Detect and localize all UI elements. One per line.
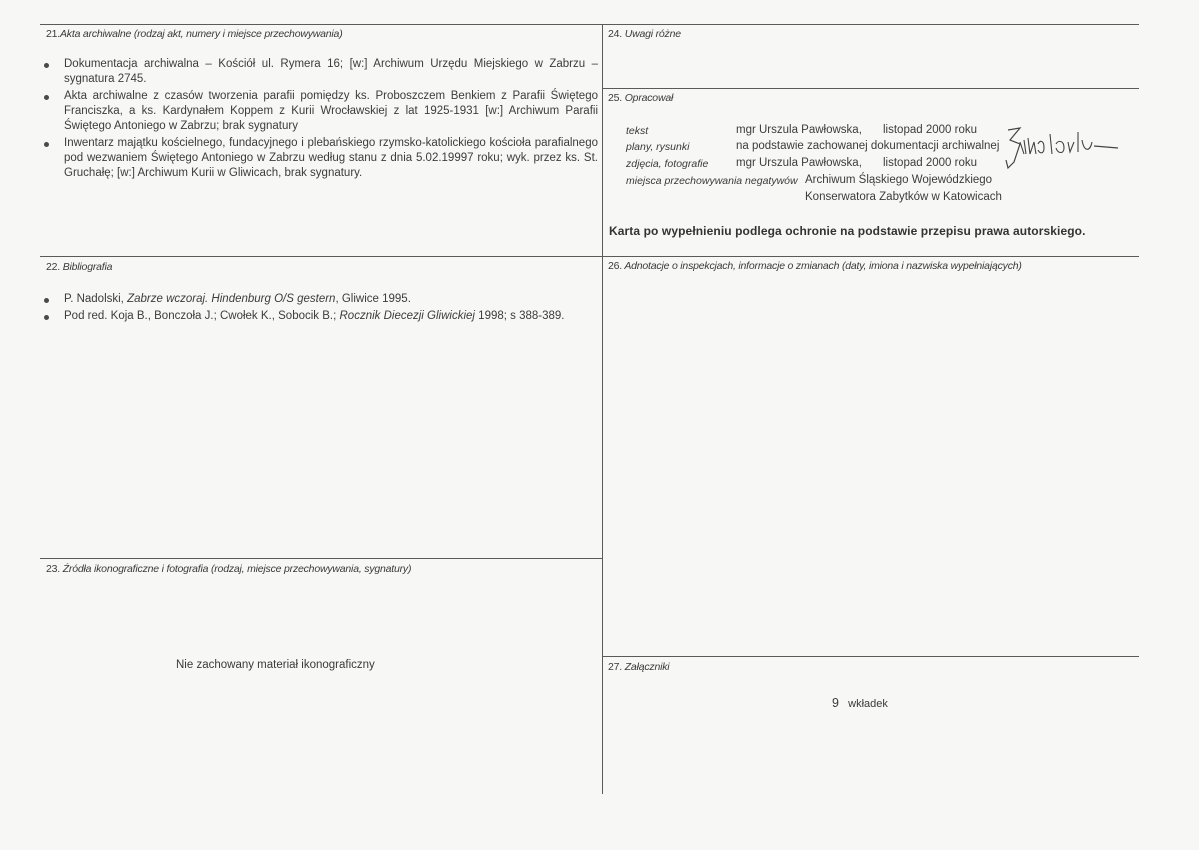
section-25-label [608,92,673,104]
section-21-title: Akta archiwalne (rodzaj akt, numery i miejsce przechowywania) [60,28,343,40]
rule-26-27 [602,656,1139,657]
bullet-icon [44,63,49,68]
handwritten-signature [1000,122,1120,172]
bullet-icon [44,298,49,303]
top-rule [40,24,1139,25]
plans-value: na podstawie zachowanej dokumentacji archiwalnej [736,140,1000,152]
section-21-label [46,28,343,40]
section-26-label [608,260,1022,272]
section-22-title: Bibliografia [62,261,113,273]
section-22-label [46,261,112,273]
photos-name: mgr Urszula Pawłowska, [736,157,862,169]
bib-1-post: , Gliwice 1995. [335,293,411,305]
section-24-number: 24. [608,28,622,40]
negatives-row [626,175,798,187]
section-21-list [40,57,598,183]
list-item [40,309,598,324]
plans-row [626,141,689,153]
section-25-number: 25. [608,92,622,104]
section-23-label [46,563,411,575]
bib-2-title: Rocznik Diecezji Gliwickiej [339,310,475,322]
section-26-number: 26. [608,260,622,272]
list-item [40,292,598,307]
photos-row [626,158,708,170]
section-22-list [40,292,598,326]
section-27-title: Załączniki [624,661,670,673]
list-item [40,89,598,134]
list-item [40,136,598,181]
photos-key: zdjęcia, fotografie [626,158,709,170]
section-23-content: Nie zachowany materiał ikonograficzny [176,659,375,671]
negatives-value-2: Konserwatora Zabytków w Katowicach [805,191,1002,203]
section-25-title: Opracował [624,92,674,104]
rule-22-23 [40,558,602,559]
photos-date: listopad 2000 roku [883,157,977,169]
bullet-icon [44,95,49,100]
plans-key: plany, rysunki [626,141,690,153]
archive-entry-2: Akta archiwalne z czasów tworzenia parafii pomiędzy ks. Proboszczem Benkiem z Parafii Świętego Franciszka, a ks. Kardynałem Koppem z Kurii Wrocławskiej z lat 1925-1931 [w:] Archiwum Parafii Świętego Antoniego w Zabrzu; brak sygnatury [64,90,598,132]
bib-1-title: Zabrze wczoraj. Hindenburg O/S gestern [127,293,336,305]
copyright-note: Karta po wypełnieniu podlega ochronie na podstawie przepisu prawa autorskiego. [609,224,1086,238]
rule-24-25 [602,88,1139,89]
rule-21-22 [40,256,602,257]
section-23-title: Źródła ikonograficzne i fotografia (rodzaj, miejsce przechowywania, sygnatury) [62,563,412,575]
section-27-label [608,661,669,673]
rule-25-26 [602,256,1139,257]
archive-entry-3: Inwentarz majątku kościelnego, fundacyjnego i plebańskiego rzymsko-katolickiego kościoła parafialnego pod wezwaniem Świętego Antoniego w Zabrzu według stanu z dnia 5.02.19997 roku; wyk. przez ks. St. Gruchałę; [w:] Archiwum Kurii w Gliwicach, brak sygnatury. [64,137,598,179]
bib-2-pre: Pod red. Koja B., Bonczoła J.; Cwołek K., Sobocik B.; [64,310,340,322]
center-divider [602,24,603,794]
attachments-unit: wkładek [848,698,888,710]
section-24-label [608,28,681,40]
bib-1-pre: P. Nadolski, [64,293,128,305]
section-21-number: 21. [46,28,60,40]
author-text-date: listopad 2000 roku [883,124,977,136]
author-text-key: tekst [626,125,649,137]
attachments-count: 9 [832,696,839,710]
archive-entry-1: Dokumentacja archiwalna – Kościół ul. Rymera 16; [w:] Archiwum Urzędu Miejskiego w Zabrzu – sygnatura 2745. [64,58,598,85]
author-text-row [626,125,648,137]
list-item [40,57,598,87]
bullet-icon [44,315,49,320]
negatives-value-1: Archiwum Śląskiego Wojewódzkiego [805,174,993,186]
bib-2-post: 1998; s 388-389. [474,310,565,322]
negatives-key: miejsca przechowywania negatywów [626,175,798,187]
section-24-title: Uwagi różne [624,28,681,40]
section-26-title: Adnotacje o inspekcjach, informacje o zmianach (daty, imiona i nazwiska wypełniających) [624,260,1022,272]
section-23-number: 23. [46,563,60,575]
author-text-name: mgr Urszula Pawłowska, [736,124,862,136]
section-27-number: 27. [608,661,622,673]
bullet-icon [44,142,49,147]
attachments-count-row [832,696,888,710]
section-22-number: 22. [46,261,60,273]
